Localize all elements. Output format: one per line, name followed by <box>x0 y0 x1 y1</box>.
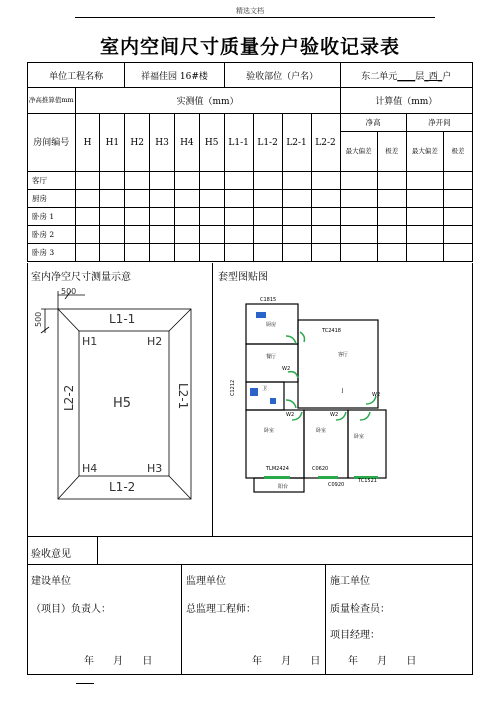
room-name: 卧房 3 <box>28 244 76 262</box>
col-L1-1: L1-1 <box>224 114 253 172</box>
builder-role: （项目）负责人： <box>31 604 111 615</box>
col-H5: H5 <box>199 114 224 172</box>
dim-top: 500 <box>61 287 77 296</box>
floor-suffix: 层 <box>415 71 425 82</box>
fp-label: TLM2424 <box>266 466 289 472</box>
room-name: 卧房 1 <box>28 208 76 226</box>
max-dev-2: 最大偏差 <box>406 132 443 172</box>
supervisor-role: 总监理工程师： <box>186 604 256 615</box>
info-row <box>28 63 473 88</box>
fp-label: TC1521 <box>358 478 377 484</box>
col-H3: H3 <box>150 114 175 172</box>
col-H2: H2 <box>125 114 150 172</box>
label-l22: L2-2 <box>62 384 76 411</box>
room-label: 房间编号 <box>28 114 76 172</box>
opinion-label: 验收意见 <box>31 549 71 560</box>
watermark-header: 精选文档 <box>236 7 264 15</box>
diagram-title: 室内净空尺寸测量示意 <box>31 272 131 283</box>
clear-height-label: 净高 <box>340 114 406 132</box>
fp-label: 餐厅 <box>266 354 277 360</box>
label-h4: H4 <box>82 462 98 475</box>
fp-label: W2 <box>330 412 339 418</box>
project-label: 单位工程名称 <box>28 63 125 88</box>
supervisor-title: 监理单位 <box>186 576 226 587</box>
room-name: 厨房 <box>28 190 76 208</box>
label-h1: H1 <box>82 335 98 348</box>
contractor-role2: 项目经理： <box>330 630 380 641</box>
max-dev-1: 最大偏差 <box>340 132 377 172</box>
dim-left: 500 <box>34 311 43 327</box>
fp-label: W2 <box>372 392 381 398</box>
height-label: 净高推算值mm <box>28 88 76 114</box>
unit-prefix: 东二单元 <box>361 71 398 82</box>
table-row <box>28 208 473 226</box>
fp-label: C1815 <box>260 297 277 303</box>
col-L2-1: L2-1 <box>282 114 311 172</box>
table-row <box>28 172 473 190</box>
measurement-diagram <box>27 283 212 508</box>
fp-label: 卧室 <box>316 428 327 434</box>
col-H4: H4 <box>174 114 199 172</box>
part-value: 东二单元____层_西_户 <box>340 63 472 88</box>
contractor-role1: 质量检查员： <box>330 604 390 615</box>
calc-label: 计算值（mm） <box>340 88 472 114</box>
col-L1-2: L1-2 <box>253 114 282 172</box>
diagram-divider <box>212 263 213 537</box>
project-value: 祥福佳园 16#楼 <box>125 63 224 88</box>
fp-label: C0920 <box>328 482 345 488</box>
fp-label: 卧室 <box>264 428 275 434</box>
contractor-date: 年 月 日 <box>348 656 417 667</box>
fp-label: TC2418 <box>322 328 341 334</box>
fp-label: 厨房 <box>266 322 277 328</box>
clear-span-label: 净开间 <box>406 114 472 132</box>
builder-title: 建设单位 <box>31 576 71 587</box>
floorplan-title: 套型图贴图 <box>218 272 268 283</box>
fp-label: 卫 <box>262 386 268 392</box>
range-2: 极差 <box>443 132 472 172</box>
fp-label: 客厅 <box>338 352 349 358</box>
table-row <box>28 244 473 262</box>
label-h3: H3 <box>147 462 163 475</box>
label-h5: H5 <box>113 396 132 411</box>
measured-label: 实测值（mm） <box>75 88 340 114</box>
floorplan-image <box>226 292 396 500</box>
supervisor-date: 年 月 日 <box>252 656 321 667</box>
part-label: 验收部位（户名） <box>224 63 340 88</box>
fp-label: 卧室 <box>354 434 365 440</box>
household-suffix: 户 <box>442 71 452 82</box>
range-1: 极差 <box>377 132 406 172</box>
fp-label: C1212 <box>230 379 236 396</box>
room-name: 客厅 <box>28 172 76 190</box>
label-l11: L1-1 <box>109 312 136 326</box>
opinion-row <box>27 537 473 565</box>
footer-mark <box>76 683 94 684</box>
col-H1: H1 <box>100 114 125 172</box>
col-L2-2: L2-2 <box>311 114 340 172</box>
measurement-table <box>27 62 473 262</box>
fp-label: W2 <box>286 412 295 418</box>
fp-label: C0620 <box>312 466 329 472</box>
label-l21: L2-1 <box>176 383 190 410</box>
table-row <box>28 226 473 244</box>
room-name: 卧房 2 <box>28 226 76 244</box>
fp-label: W2 <box>282 366 291 372</box>
builder-date: 年 月 日 <box>84 656 153 667</box>
col-H: H <box>75 114 100 172</box>
label-h2: H2 <box>147 335 163 348</box>
header-rule <box>75 17 435 18</box>
fp-label: J <box>342 388 344 394</box>
fp-label: 阳台 <box>278 484 289 490</box>
label-l12: L1-2 <box>109 480 136 494</box>
household: 西 <box>428 71 438 82</box>
table-row <box>28 190 473 208</box>
page-title: 室内空间尺寸质量分户验收记录表 <box>99 36 400 58</box>
contractor-title: 施工单位 <box>330 576 370 587</box>
